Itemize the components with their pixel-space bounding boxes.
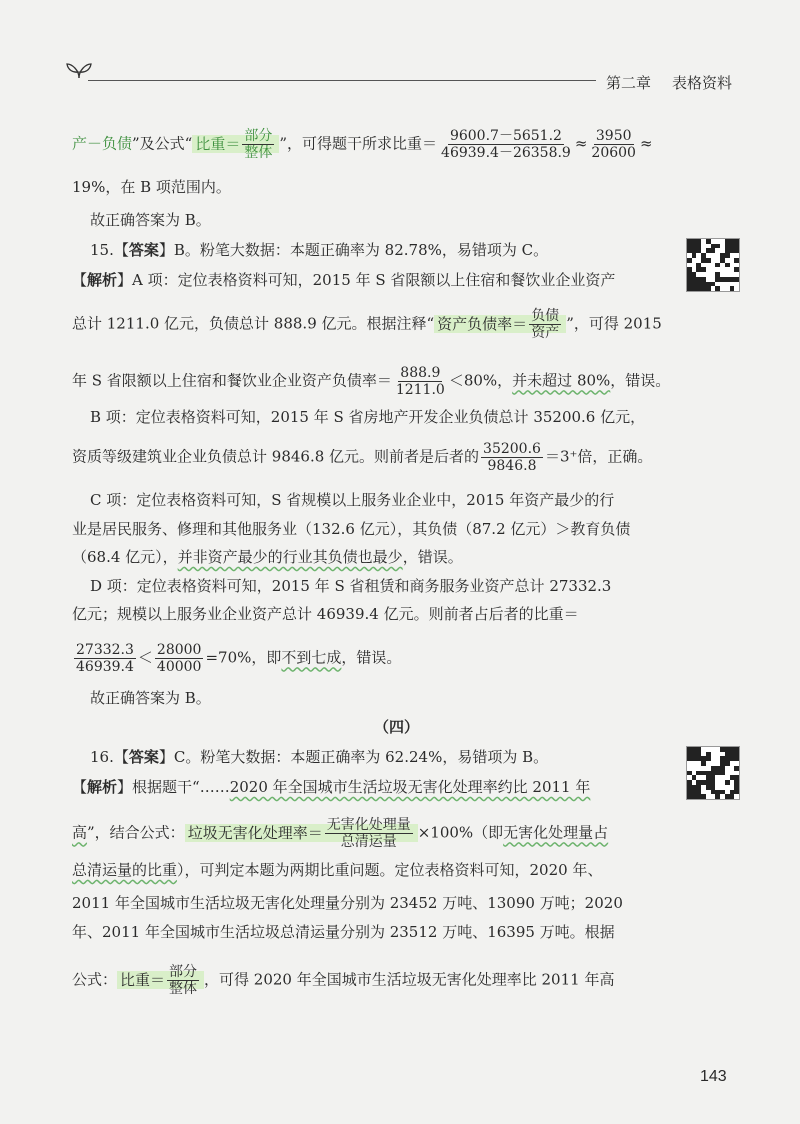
paragraph-line: 公式： 比重＝ $\frac{\text{部分}}{\text{整体}}$ ，可得 2020 年全国城市生活垃圾无害化处理率比 2011 年高 bbox=[72, 964, 615, 997]
paragraph-line: 故正确答案为 B。 bbox=[90, 211, 211, 229]
paragraph-line: 业是居民服务、修理和其他服务业（132.6 亿元），其负债（87.2 亿元）＞教育负债 bbox=[72, 520, 631, 538]
paragraph-line: D 项：定位表格资料可知，2015 年 S 省租赁和商务服务业资产总计 27332.3 bbox=[90, 577, 612, 595]
paragraph-line: （68.4 亿元），并非资产最少的行业其负债也最少，错误。 bbox=[72, 548, 463, 566]
question-15: 15.【答案】B。粉笔大数据：本题正确率为 82.78%，易错项为 C。 bbox=[90, 241, 549, 259]
fraction: $\frac{3950}{20600}$ bbox=[591, 128, 636, 161]
analysis-line-2: 总计 1211.0 亿元，负债总计 888.9 亿元。根据注释“ 资产负债率＝ $\frac{\text{负债}}{\text{资产}}$ ”，可得 2015 bbox=[72, 308, 662, 341]
section-heading: （四） bbox=[374, 718, 420, 736]
paragraph-line: C 项：定位表格资料可知，S 省规模以上服务业企业中，2015 年资产最少的行 bbox=[90, 491, 615, 509]
header-rule bbox=[88, 80, 596, 81]
paragraph-line: 资质等级建筑业企业负债总计 9846.8 亿元。则前者是后者的 $\frac{35200.6}{9846.8}$ ＝3⁺倍，正确。 bbox=[72, 441, 653, 474]
qr-code-icon bbox=[686, 746, 740, 800]
analysis-line: 总清运量的比重），可判定本题为两期比重问题。定位表格资料可知，2020 年、 bbox=[72, 861, 603, 879]
paragraph-line: 2011 年全国城市生活垃圾无害化处理量分别为 23452 万吨、13090 万吨；2020 bbox=[72, 894, 623, 912]
paragraph-line: B 项：定位表格资料可知，2015 年 S 省房地产开发企业负债总计 35200.6 亿元， bbox=[90, 408, 646, 426]
header-title: 表格资料 bbox=[672, 74, 733, 92]
header-chapter: 第二章 bbox=[606, 74, 652, 92]
paragraph-line: 19%，在 B 项范围内。 bbox=[72, 178, 231, 196]
analysis-line-3: 年 S 省限额以上住宿和餐饮业企业资产负债率＝ $\frac{888.9}{1211.0}$ ＜80%，并未超过 80%，错误。 bbox=[72, 365, 671, 398]
paragraph-line: 亿元；规模以上服务业企业资产总计 46939.4 亿元。则前者占后者的比重＝ bbox=[72, 605, 579, 623]
fraction: $\frac{9600.7-5651.2}{46939.4-26358.9}$ bbox=[441, 128, 571, 161]
page-number: 143 bbox=[700, 1068, 727, 1085]
formula-highlight: 比重＝ $\frac{\text{部分}}{\text{整体}}$ bbox=[117, 971, 204, 989]
text: ”，可得题干所求比重＝ bbox=[279, 134, 438, 153]
analysis-line-1: 【解析】A 项：定位表格资料可知，2015 年 S 省限额以上住宿和餐饮业企业资产 bbox=[72, 271, 616, 289]
paragraph-line: $\frac{27332.3}{46939.4}$ ＜ $\frac{28000}{40000}$ =70%，即不到七成，错误。 bbox=[76, 642, 402, 675]
formula-highlight: 垃圾无害化处理率＝ $\frac{\text{无害化处理量}}{\text{总清运量}}$ bbox=[185, 824, 418, 842]
paragraph-line-1: 产－负债”及公式“ 比重＝ $\frac{\text{部分}}{\text{整体}}$ ”，可得题干所求比重＝ $\frac{9600.7-5651.2}{46939.4-26358.9}$ ≈ $\frac{3950}{20600}$ ≈ bbox=[72, 128, 653, 161]
formula-highlight: 比重＝ $\frac{\text{部分}}{\text{整体}}$ bbox=[192, 135, 279, 153]
paragraph-line: 年、2011 年全国城市生活垃圾总清运量分别为 23512 万吨、16395 万吨。根据 bbox=[72, 923, 615, 941]
question-16: 16.【答案】C。粉笔大数据：本题正确率为 62.24%，易错项为 B。 bbox=[90, 748, 549, 766]
paragraph-line: 故正确答案为 B。 bbox=[90, 689, 211, 707]
text: ”及公式“ bbox=[132, 134, 193, 153]
formula-highlight: 资产负债率＝ $\frac{\text{负债}}{\text{资产}}$ bbox=[434, 315, 566, 333]
analysis-line: 高”，结合公式： 垃圾无害化处理率＝ $\frac{\text{无害化处理量}}{\text{总清运量}}$ ×100%（即无害化处理量占 bbox=[72, 817, 609, 850]
qr-code-icon bbox=[686, 238, 740, 292]
leaf-icon bbox=[64, 58, 94, 80]
analysis-line: 【解析】根据题干“……2020 年全国城市生活垃圾无害化处理率约比 2011 年 bbox=[72, 778, 591, 796]
highlight-text: 产－负债 bbox=[72, 134, 133, 153]
